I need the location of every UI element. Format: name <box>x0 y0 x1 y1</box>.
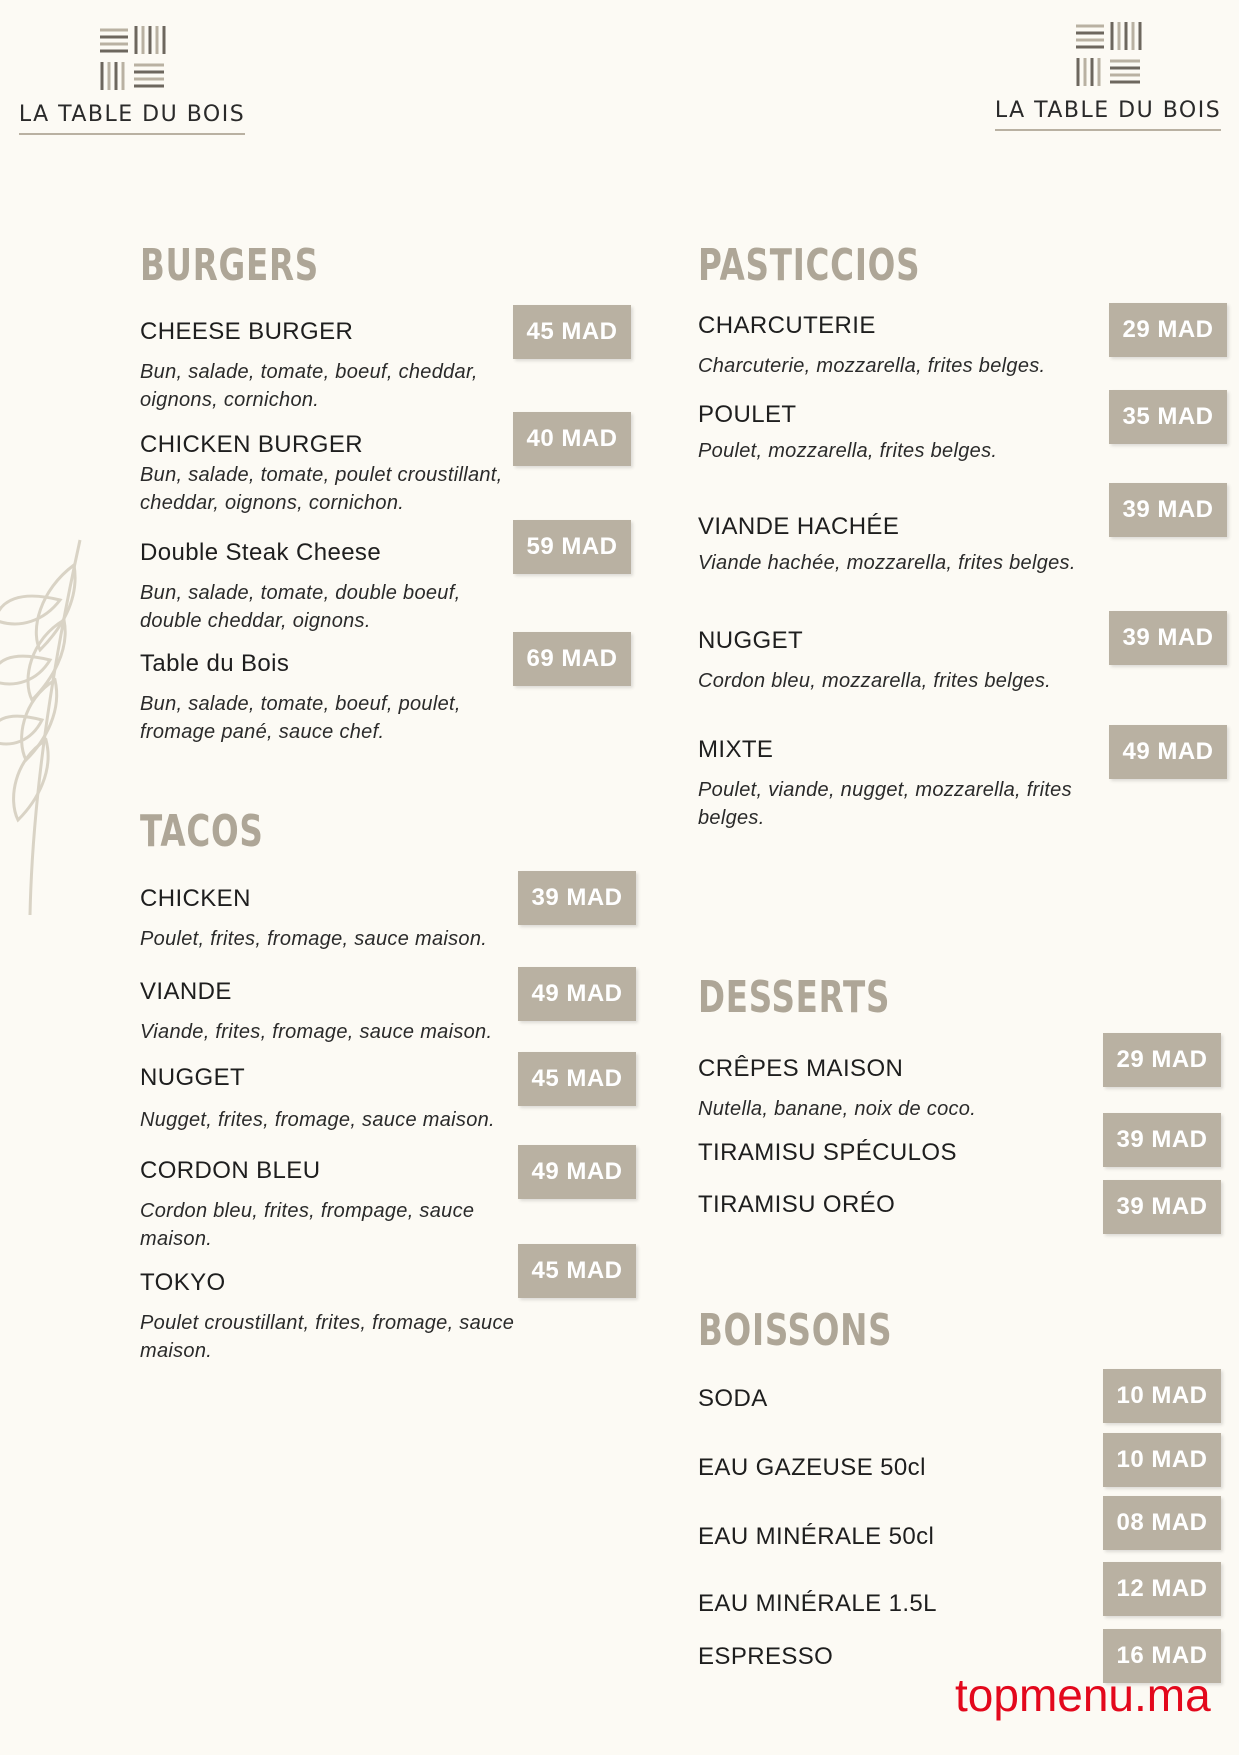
wood-logo-icon <box>98 24 166 92</box>
price-badge: 40 MAD <box>513 412 631 466</box>
price-badge: 49 MAD <box>518 1145 636 1199</box>
price-badge: 49 MAD <box>518 967 636 1021</box>
item-description: Bun, salade, tomate, boeuf, poulet, fromage pané, sauce chef. <box>140 693 461 743</box>
price-badge: 69 MAD <box>513 632 631 686</box>
item-name: VIANDE HACHÉE <box>698 513 900 540</box>
item-name: MIXTE <box>698 736 774 763</box>
item-name: EAU MINÉRALE 50cl <box>698 1523 935 1550</box>
section-title-desserts: DESSERTS <box>698 972 891 1023</box>
price-badge: 39 MAD <box>1103 1113 1221 1167</box>
logo-right <box>994 12 1222 142</box>
item-name: EAU GAZEUSE 50cl <box>698 1454 926 1481</box>
item-description: Bun, salade, tomate, poulet croustillant, cheddar, oignons, cornichon. <box>140 464 503 514</box>
item-name: VIANDE <box>140 978 232 1005</box>
price-badge: 45 MAD <box>518 1052 636 1106</box>
price-badge: 29 MAD <box>1103 1033 1221 1087</box>
item-description: Poulet croustillant, frites, fromage, sauce maison. <box>140 1312 515 1362</box>
item-name: CHICKEN <box>140 885 251 912</box>
price-badge: 39 MAD <box>1109 483 1227 537</box>
price-badge: 10 MAD <box>1103 1369 1221 1423</box>
price-badge: 12 MAD <box>1103 1562 1221 1616</box>
item-description: Nutella, banane, noix de coco. <box>698 1098 977 1120</box>
price-badge: 39 MAD <box>518 871 636 925</box>
item-description: Cordon bleu, mozzarella, frites belges. <box>698 670 1051 692</box>
price-badge: 39 MAD <box>1103 1180 1221 1234</box>
logo-left <box>18 16 246 146</box>
watermark: topmenu.ma <box>955 1669 1211 1721</box>
item-description: Cordon bleu, frites, frompage, sauce maison. <box>140 1200 475 1250</box>
item-name: POULET <box>698 401 797 428</box>
item-name: EAU MINÉRALE 1.5L <box>698 1590 937 1617</box>
item-name: NUGGET <box>140 1064 246 1091</box>
item-name: Table du Bois <box>140 650 290 677</box>
item-name: TIRAMISU SPÉCULOS <box>698 1139 957 1166</box>
item-name: CHARCUTERIE <box>698 312 876 339</box>
section-title-tacos: TACOS <box>140 806 264 857</box>
item-name: CHICKEN BURGER <box>140 431 363 458</box>
item-name: CRÊPES MAISON <box>698 1055 904 1082</box>
item-description: Poulet, viande, nugget, mozzarella, frites belges. <box>698 779 1072 829</box>
item-name: SODA <box>698 1385 768 1412</box>
price-badge: 08 MAD <box>1103 1496 1221 1550</box>
price-badge: 35 MAD <box>1109 390 1227 444</box>
item-description: Nugget, frites, fromage, sauce maison. <box>140 1109 495 1131</box>
price-badge: 16 MAD <box>1103 1629 1221 1683</box>
item-description: Poulet, mozzarella, frites belges. <box>698 440 998 462</box>
item-description: Charcuterie, mozzarella, frites belges. <box>698 355 1046 377</box>
section-title-boissons: BOISSONS <box>698 1305 893 1356</box>
section-title-burgers: BURGERS <box>140 240 319 291</box>
item-description: Viande hachée, mozzarella, frites belges. <box>698 552 1076 574</box>
item-name: CHEESE BURGER <box>140 318 354 345</box>
item-name: ESPRESSO <box>698 1643 834 1670</box>
item-name: Double Steak Cheese <box>140 539 382 566</box>
brand-name: LA TABLE DU BOIS <box>995 98 1221 131</box>
price-badge: 59 MAD <box>513 520 631 574</box>
item-name: NUGGET <box>698 627 804 654</box>
item-name: TIRAMISU ORÉO <box>698 1191 896 1218</box>
item-description: Bun, salade, tomate, boeuf, cheddar, oignons, cornichon. <box>140 361 478 411</box>
item-description: Viande, frites, fromage, sauce maison. <box>140 1021 493 1043</box>
item-name: TOKYO <box>140 1269 226 1296</box>
price-badge: 39 MAD <box>1109 611 1227 665</box>
brand-name: LA TABLE DU BOIS <box>19 102 245 135</box>
price-badge: 29 MAD <box>1109 303 1227 357</box>
price-badge: 10 MAD <box>1103 1433 1221 1487</box>
item-name: CORDON BLEU <box>140 1157 321 1184</box>
leaf-decoration-icon <box>0 520 100 920</box>
price-badge: 45 MAD <box>518 1244 636 1298</box>
item-description: Bun, salade, tomate, double boeuf, double cheddar, oignons. <box>140 582 461 632</box>
item-description: Poulet, frites, fromage, sauce maison. <box>140 928 488 950</box>
price-badge: 49 MAD <box>1109 725 1227 779</box>
section-title-pasticcios: PASTICCIOS <box>698 240 921 291</box>
price-badge: 45 MAD <box>513 305 631 359</box>
wood-logo-icon <box>1074 20 1142 88</box>
